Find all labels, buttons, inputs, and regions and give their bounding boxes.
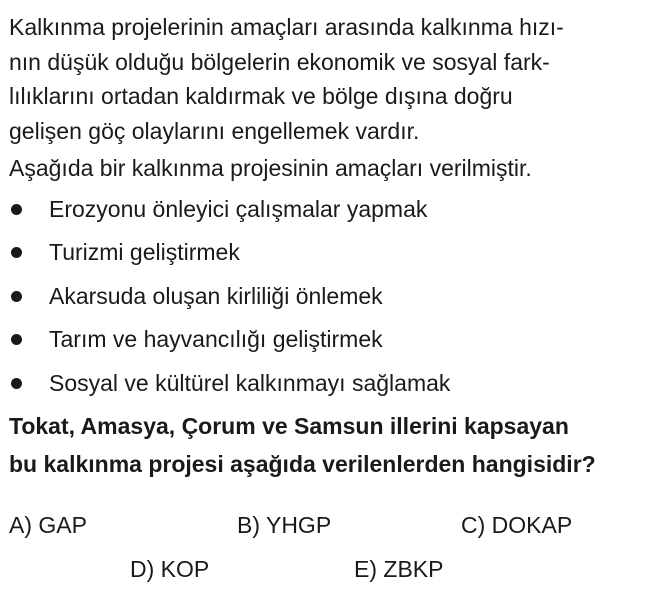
answer-options — [9, 504, 629, 604]
intro-paragraph — [9, 10, 609, 148]
option-text: GAP — [38, 512, 87, 538]
prompt-line: Tokat, Amasya, Çorum ve Samsun illerini kapsayan — [9, 413, 569, 439]
bullet-dot-icon — [11, 378, 22, 389]
option-text: YHGP — [265, 512, 332, 538]
intro-line: nın düşük olduğu bölgelerin ekonomik ve sosyal fark- — [9, 48, 550, 75]
option-letter: A) — [9, 512, 32, 538]
question-block — [9, 10, 609, 483]
option-b[interactable] — [237, 510, 331, 540]
list-item-text: Sosyal ve kültürel kalkınmayı sağlamak — [49, 369, 451, 396]
question-prompt — [9, 407, 609, 483]
list-item-text: Akarsuda oluşan kirliliği önlemek — [49, 282, 383, 309]
option-e[interactable] — [354, 554, 443, 584]
option-text: ZBKP — [383, 556, 444, 582]
option-letter: E) — [354, 556, 377, 582]
bullet-dot-icon — [11, 204, 22, 215]
list-item-text: Tarım ve hayvancılığı geliştirmek — [49, 326, 383, 352]
prompt-line: bu kalkınma projesi aşağıda verilenlerden hangisidir? — [9, 451, 596, 477]
option-text: KOP — [160, 556, 210, 582]
option-text: DOKAP — [491, 512, 573, 538]
option-letter: B) — [237, 512, 260, 538]
intro-line: gelişen göç olaylarını engellemek vardır. — [9, 117, 420, 144]
list-item — [9, 318, 609, 362]
list-item — [9, 362, 609, 406]
option-letter: D) — [130, 556, 155, 582]
list-item — [9, 231, 609, 275]
list-item — [9, 275, 609, 319]
lead-sentence: Aşağıda bir kalkınma projesinin amaçları verilmiştir. — [9, 155, 532, 181]
intro-line: Kalkınma projelerinin amaçları arasında kalkınma hızı- — [9, 14, 564, 40]
list-item — [9, 188, 609, 232]
aims-list — [9, 188, 609, 406]
bullet-dot-icon — [11, 334, 22, 345]
option-c[interactable] — [461, 510, 572, 540]
list-item-text: Erozyonu önleyici çalışmalar yapmak — [49, 195, 428, 222]
option-letter: C) — [461, 512, 486, 538]
bullet-dot-icon — [11, 247, 22, 258]
bullet-dot-icon — [11, 291, 22, 302]
option-a[interactable] — [9, 510, 87, 540]
option-d[interactable] — [130, 554, 209, 584]
list-item-text: Turizmi geliştirmek — [49, 239, 240, 265]
intro-line: lılıklarını ortadan kaldırmak ve bölge dışına doğru — [9, 83, 513, 109]
